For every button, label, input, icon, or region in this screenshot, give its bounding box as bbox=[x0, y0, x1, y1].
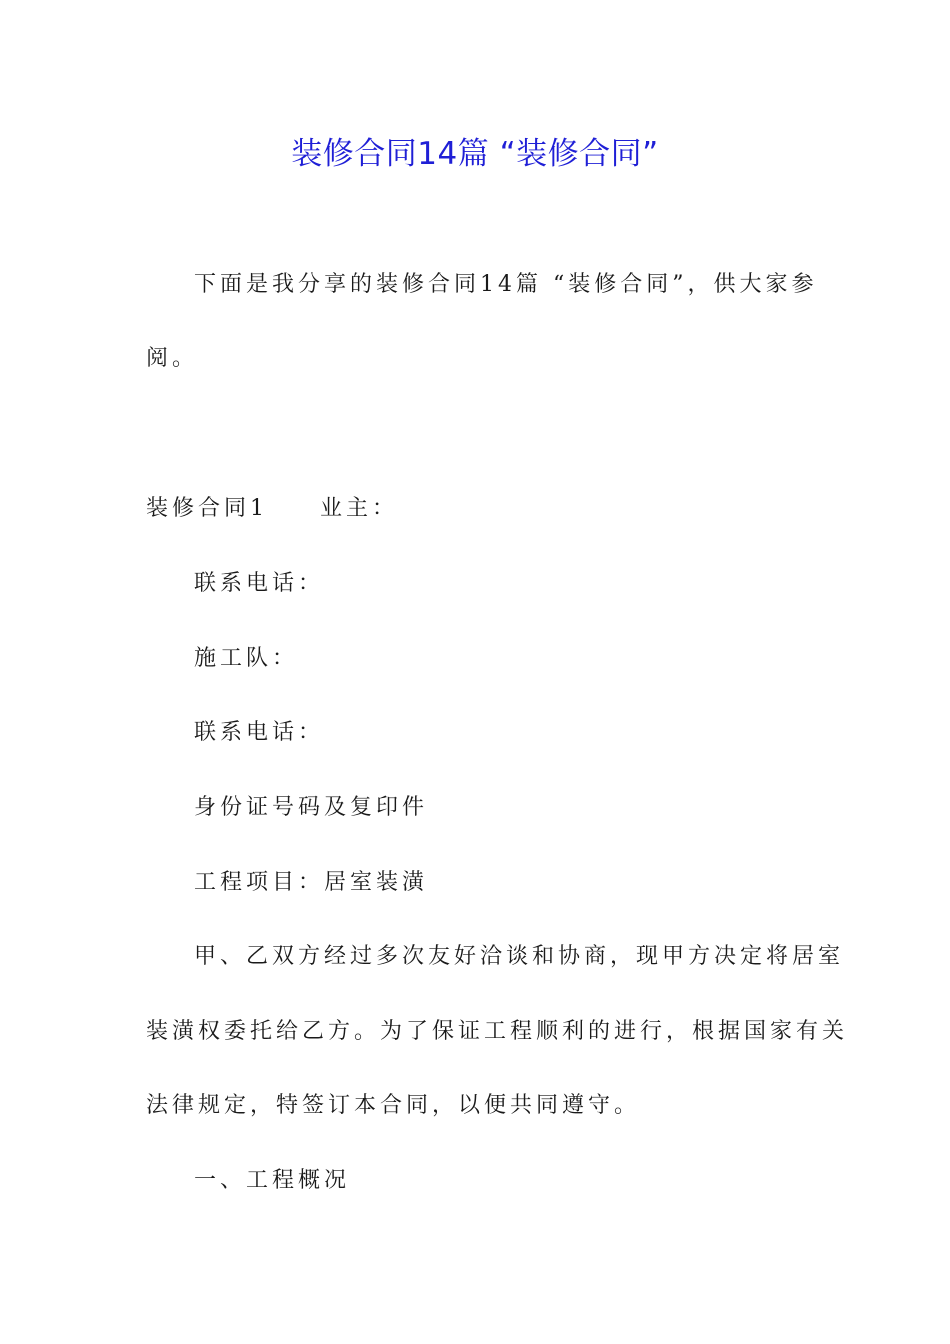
document-title: 装修合同14篇 “装修合同” bbox=[291, 136, 659, 172]
section-heading: 装修合同1 业主： bbox=[146, 496, 398, 521]
paragraph-line-1: 甲、乙双方经过多次友好洽谈和协商，现甲方决定将居室 bbox=[194, 944, 845, 969]
field-phone-2: 联系电话： bbox=[194, 720, 325, 745]
intro-line-2: 阅。 bbox=[146, 346, 199, 371]
field-project: 工程项目：居室装潢 bbox=[194, 870, 429, 895]
field-id-number: 身份证号码及复印件 bbox=[194, 795, 429, 820]
field-phone-1: 联系电话： bbox=[194, 571, 325, 596]
paragraph-line-3: 法律规定，特签订本合同，以便共同遵守。 bbox=[146, 1093, 641, 1118]
clause-heading-1: 一、工程概况 bbox=[194, 1168, 351, 1193]
intro-line-1: 下面是我分享的装修合同14篇 “装修合同”，供大家参 bbox=[194, 272, 818, 297]
paragraph-line-2: 装潢权委托给乙方。为了保证工程顺利的进行，根据国家有关 bbox=[146, 1019, 849, 1044]
field-construction-team: 施工队： bbox=[194, 646, 299, 671]
